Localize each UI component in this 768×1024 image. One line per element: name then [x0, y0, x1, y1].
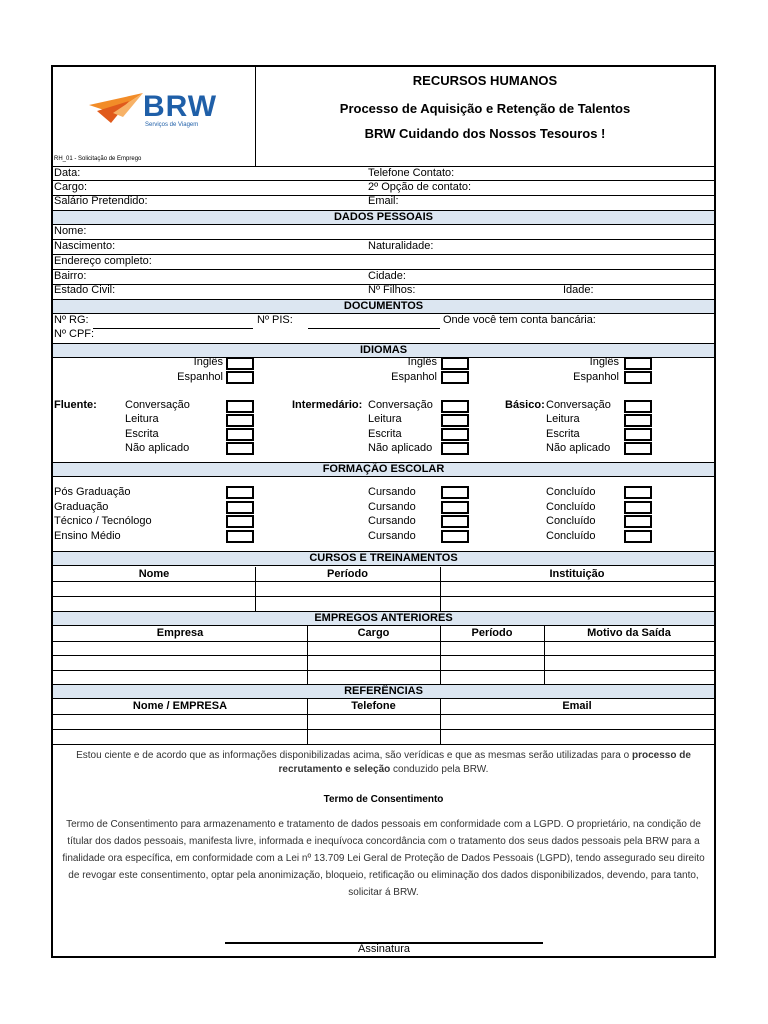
ingles-label-3: Inglês [589, 356, 619, 368]
assinatura-label: Assinatura [358, 943, 410, 955]
checkbox-concluido-1[interactable] [624, 486, 652, 499]
checkbox-concluido-2[interactable] [624, 501, 652, 514]
email-label[interactable]: Email: [368, 195, 399, 207]
checkbox-fluente-nao-aplicado[interactable] [226, 442, 254, 455]
checkbox-basico-leitura[interactable] [624, 414, 652, 427]
checkbox-espanhol-2[interactable] [441, 371, 469, 384]
checkbox-cursando-1[interactable] [441, 486, 469, 499]
checkbox-fluente-conversacao[interactable] [226, 400, 254, 413]
espanhol-label-1: Espanhol [177, 371, 223, 383]
skill-escrita-1: Escrita [125, 428, 159, 440]
skill-conversacao-2: Conversação [368, 399, 433, 411]
concluido-4: Concluído [546, 530, 596, 542]
checkbox-ingles-3[interactable] [624, 357, 652, 370]
cursos-header-nome: Nome [138, 568, 170, 580]
concluido-3: Concluído [546, 515, 596, 527]
skill-nao-aplicado-3: Não aplicado [546, 442, 611, 454]
declaracao-text [57, 749, 710, 777]
empregos-header-motivo: Motivo da Saída [587, 627, 671, 639]
checkbox-basico-conversacao[interactable] [624, 400, 652, 413]
checkbox-cursando-2[interactable] [441, 501, 469, 514]
declaracao-start: Estou ciente e de acordo que as informações disponibilizadas acima, são verídicas e que as mesmas serão utilizadas para o [76, 750, 632, 761]
section-cursos: CURSOS E TREINAMENTOS [53, 551, 714, 566]
section-formacao: FORMAÇÃO ESCOLAR [53, 462, 714, 477]
espanhol-label-2: Espanhol [391, 371, 437, 383]
declaracao-end: conduzido pela BRW. [390, 764, 489, 775]
pis-label[interactable]: Nº PIS: [257, 314, 293, 326]
telefone-label[interactable]: Telefone Contato: [368, 167, 455, 179]
skill-leitura-1: Leitura [125, 413, 159, 425]
header-title-slogan: BRW Cuidando dos Nossos Tesouros ! [364, 126, 606, 141]
bairro-label[interactable]: Bairro: [54, 270, 87, 282]
intermediario-label: Intermedário: [292, 399, 363, 411]
checkbox-fluente-leitura[interactable] [226, 414, 254, 427]
concluido-1: Concluído [546, 486, 596, 498]
empregos-header-periodo: Período [471, 627, 513, 639]
skill-nao-aplicado-1: Não aplicado [125, 442, 190, 454]
nivel-tecnico: Técnico / Tecnólogo [54, 515, 152, 527]
checkbox-basico-nao-aplicado[interactable] [624, 442, 652, 455]
nascimento-label[interactable]: Nascimento: [54, 240, 116, 252]
referencias-header-telefone: Telefone [351, 700, 396, 712]
cursos-header-periodo: Período [327, 568, 368, 580]
filhos-label[interactable]: Nº Filhos: [368, 284, 416, 296]
checkbox-concluido-4[interactable] [624, 530, 652, 543]
checkbox-ingles-2[interactable] [441, 357, 469, 370]
section-dados-pessoais: DADOS PESSOAIS [53, 210, 714, 225]
opcao-contato-label[interactable]: 2º Opção de contato: [368, 181, 472, 193]
salario-label[interactable]: Salário Pretendido: [54, 195, 148, 207]
cursos-header-instituicao: Instituição [549, 568, 605, 580]
checkbox-espanhol-1[interactable] [226, 371, 254, 384]
checkbox-fluente-escrita[interactable] [226, 428, 254, 441]
nivel-ensino-medio: Ensino Médio [54, 530, 121, 542]
logo-text: BRW [143, 90, 218, 123]
cargo-label[interactable]: Cargo: [54, 181, 88, 193]
endereco-label[interactable]: Endereço completo: [54, 255, 152, 267]
application-form [51, 65, 716, 958]
pis-line [308, 328, 440, 329]
checkbox-intermediario-nao-aplicado[interactable] [441, 442, 469, 455]
checkbox-ingles-1[interactable] [226, 357, 254, 370]
checkbox-basico-escrita[interactable] [624, 428, 652, 441]
nivel-pos-graduacao: Pós Graduação [54, 486, 131, 498]
cursando-4: Cursando [368, 530, 416, 542]
idade-label[interactable]: Idade: [563, 284, 594, 296]
termo-text: Termo de Consentimento para armazenamento e tratamento de dados pessoais em conformidade com a LGPD. O proprietário, na condição de títular dos dados pessoais, manifesta livre, informada e inequívoca concordância com o tratamento dos seus dados pessoais pela BRW para a finalidade ora específica, em conformidade com a Lei nº 13.709 Lei Geral de Proteção de Dados Pessoais (LGPD), tendo assegurado seu direito de revogar este consentimento, optar pela anonimização, bloqueio, retificação ou eliminação dos dados disponibilizados, devendo, para tanto, solicitar á BRW. [62, 819, 705, 898]
checkbox-espanhol-3[interactable] [624, 371, 652, 384]
logo-subtitle: Serviços de Viagem [145, 122, 199, 128]
skill-conversacao-1: Conversação [125, 399, 190, 411]
declaracao-bold: processo de recrutamento e seleção [278, 750, 691, 775]
header-title-rh: RECURSOS HUMANOS [412, 73, 558, 88]
rg-label[interactable]: Nº RG: [54, 314, 89, 326]
skill-nao-aplicado-2: Não aplicado [368, 442, 433, 454]
checkbox-nivel-tecnico[interactable] [226, 515, 254, 528]
cursando-2: Cursando [368, 501, 416, 513]
skill-conversacao-3: Conversação [546, 399, 611, 411]
checkbox-cursando-4[interactable] [441, 530, 469, 543]
checkbox-intermediario-conversacao[interactable] [441, 400, 469, 413]
section-documentos: DOCUMENTOS [53, 299, 714, 314]
checkbox-cursando-3[interactable] [441, 515, 469, 528]
skill-escrita-2: Escrita [368, 428, 402, 440]
basico-label: Básico: [505, 399, 545, 411]
termo-title: Termo de Consentimento [323, 794, 444, 805]
header-title-process: Processo de Aquisição e Retenção de Talentos [339, 101, 631, 116]
concluido-2: Concluído [546, 501, 596, 513]
brw-logo [87, 89, 217, 131]
cursando-3: Cursando [368, 515, 416, 527]
checkbox-intermediario-leitura[interactable] [441, 414, 469, 427]
espanhol-label-3: Espanhol [573, 371, 619, 383]
skill-leitura-3: Leitura [546, 413, 580, 425]
checkbox-intermediario-escrita[interactable] [441, 428, 469, 441]
fluente-label: Fluente: [54, 399, 97, 411]
ingles-label-2: Inglês [407, 356, 437, 368]
cidade-label[interactable]: Cidade: [368, 270, 406, 282]
cpf-label[interactable]: Nº CPF: [54, 328, 95, 340]
section-idiomas: IDIOMAS [53, 343, 714, 358]
checkbox-nivel-graduacao[interactable] [226, 501, 254, 514]
document-code: RH_01 - Solicitação de Emprego [54, 156, 142, 162]
cursando-1: Cursando [368, 486, 416, 498]
skill-leitura-2: Leitura [368, 413, 402, 425]
rg-line [93, 328, 253, 329]
nivel-graduacao: Graduação [54, 501, 109, 513]
checkbox-nivel-ensino-medio[interactable] [226, 530, 254, 543]
skill-escrita-3: Escrita [546, 428, 580, 440]
empregos-header-empresa: Empresa [156, 627, 204, 639]
naturalidade-label[interactable]: Naturalidade: [368, 240, 434, 252]
data-label[interactable]: Data: [54, 167, 81, 179]
conta-bancaria-label[interactable]: Onde você tem conta bancária: [443, 314, 596, 326]
referencias-header-nome: Nome / EMPRESA [132, 700, 228, 712]
empregos-header-cargo: Cargo [357, 627, 390, 639]
checkbox-nivel-pos[interactable] [226, 486, 254, 499]
section-empregos: EMPREGOS ANTERIORES [53, 611, 714, 626]
nome-label[interactable]: Nome: [54, 225, 87, 237]
referencias-header-email: Email [562, 700, 592, 712]
checkbox-concluido-3[interactable] [624, 515, 652, 528]
section-referencias: REFERÊNCIAS [53, 684, 714, 699]
ingles-label-1: Inglês [193, 356, 223, 368]
estado-civil-label[interactable]: Estado Civil: [54, 284, 116, 296]
